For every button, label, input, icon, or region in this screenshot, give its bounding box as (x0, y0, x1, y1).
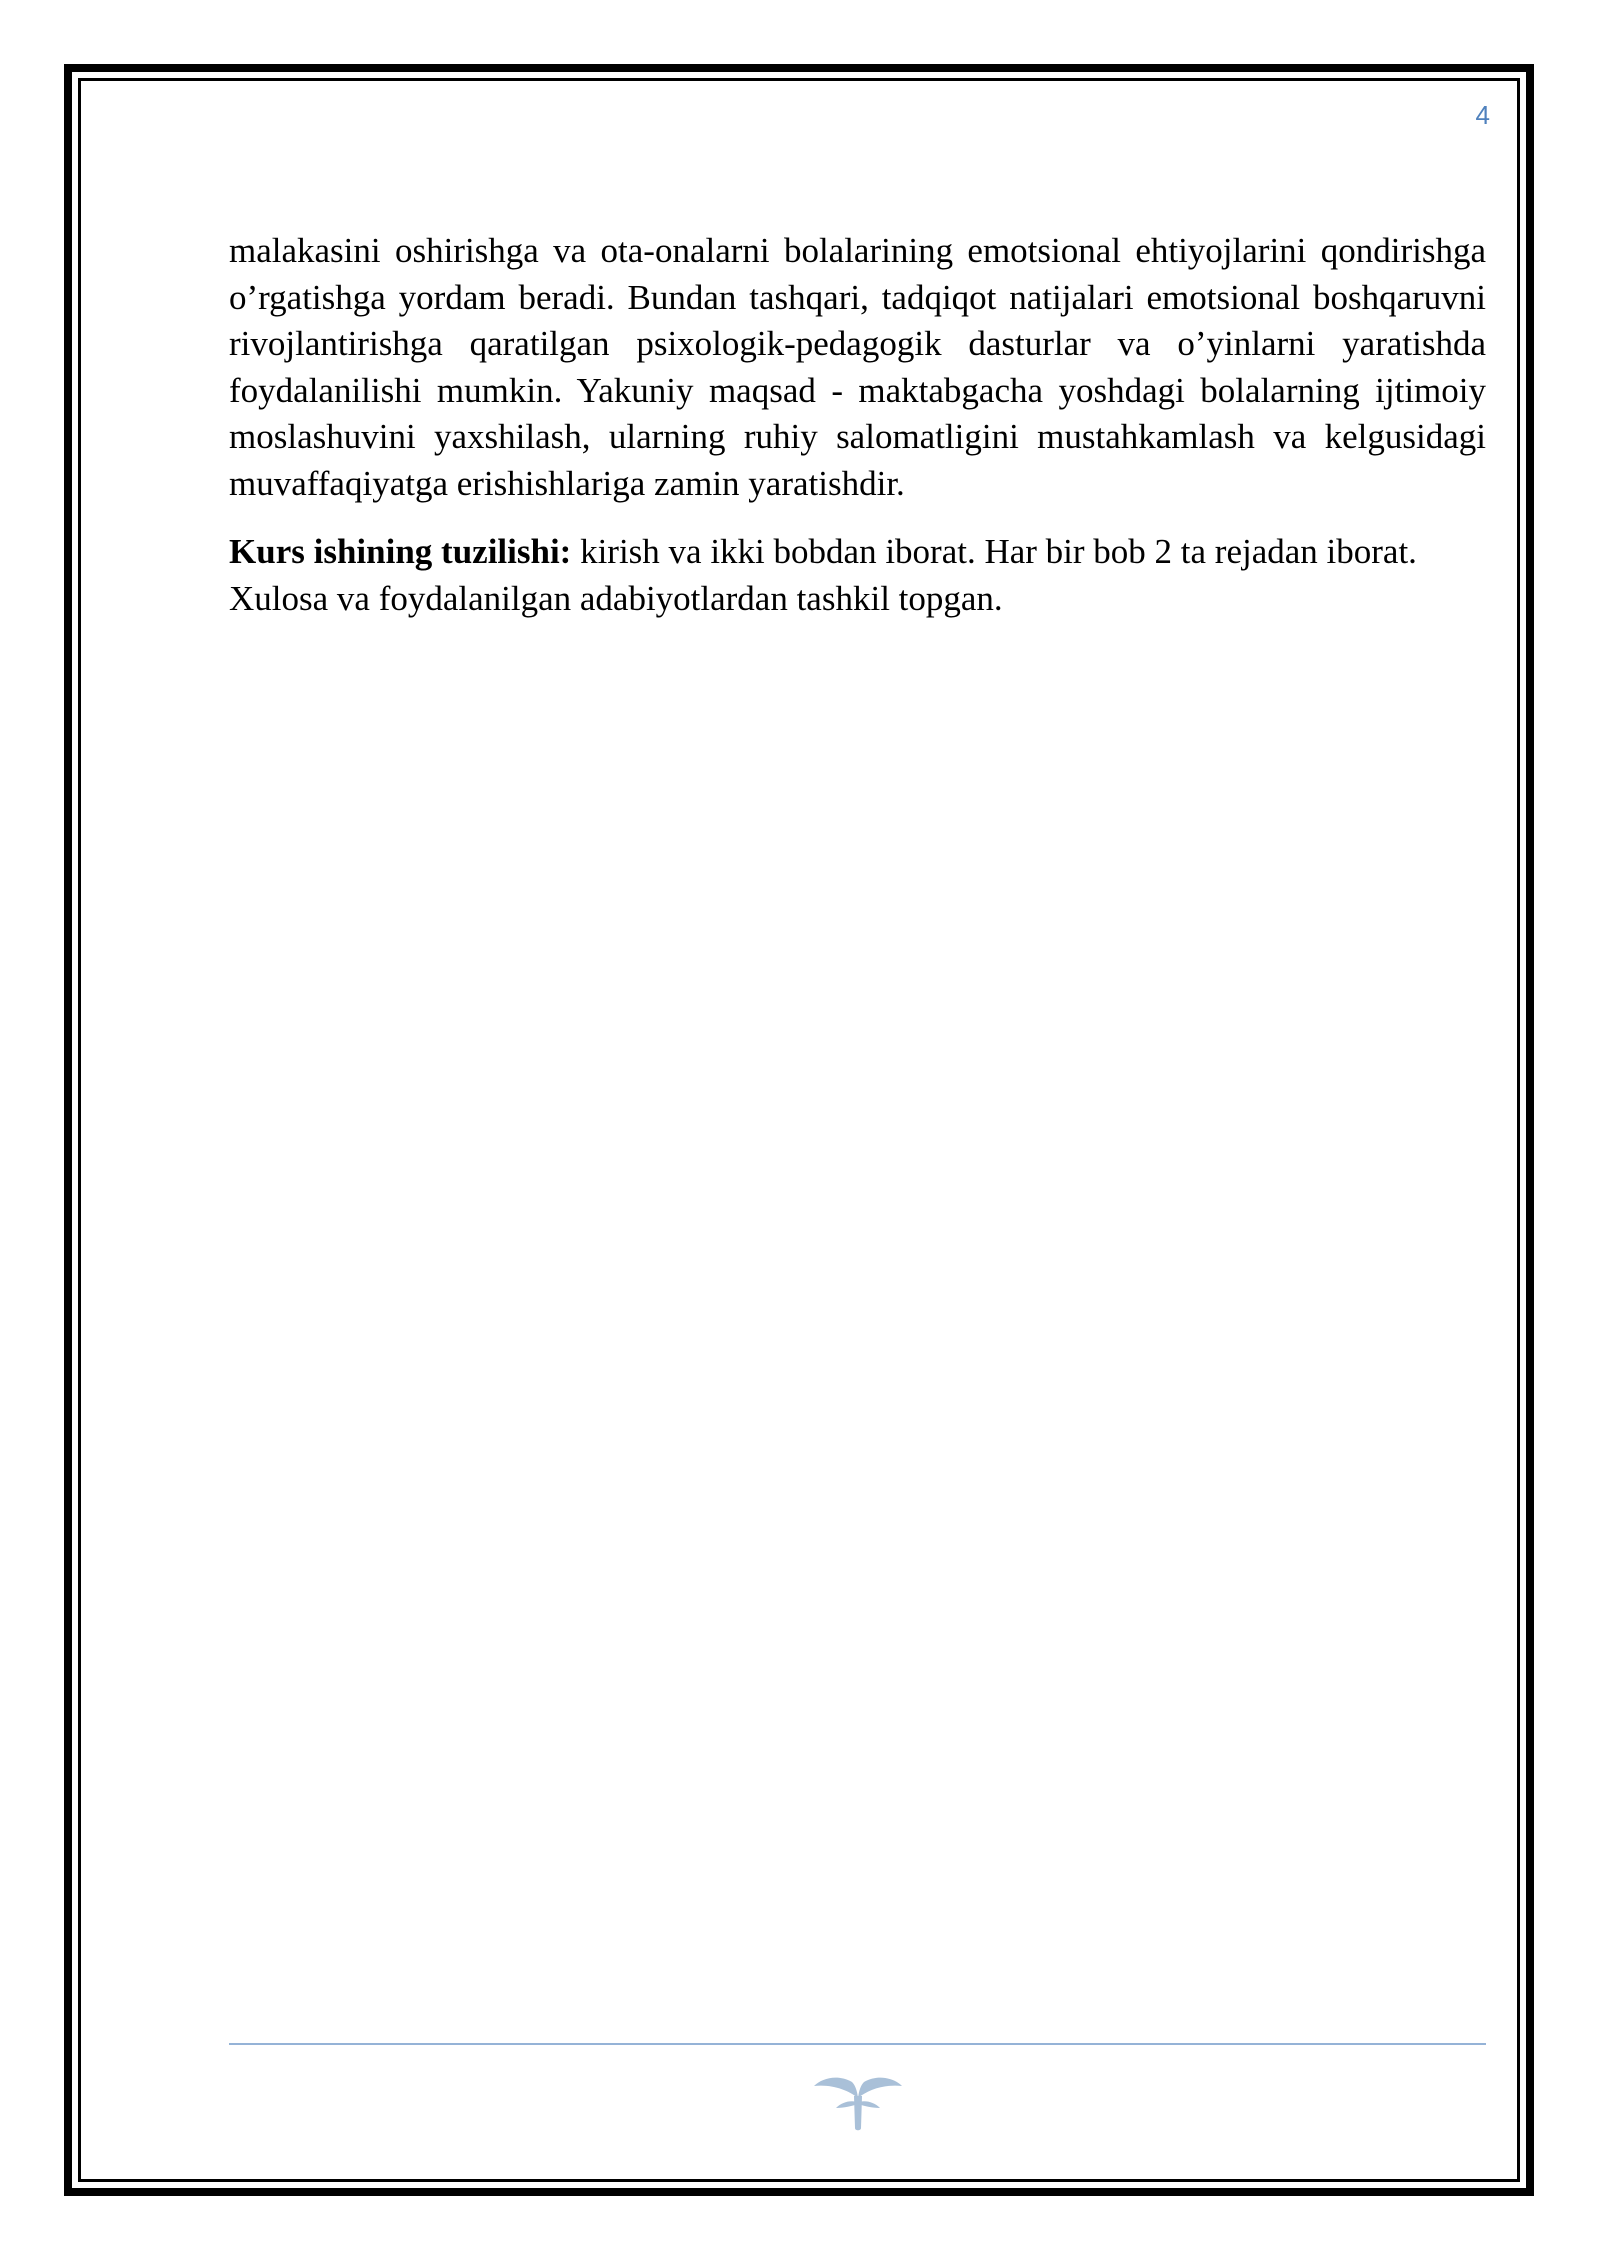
page-number: 4 (1475, 100, 1490, 130)
footer-divider (229, 2043, 1486, 2045)
structure-paragraph (229, 529, 1486, 622)
document-body (229, 228, 1486, 622)
structure-label: Kurs ishining tuzilishi: (229, 532, 572, 571)
structure-text: kirish va ikki bobdan iborat. Har bir bob 2 ta rejadan iborat. Xulosa va foydalanilgan adabiyotlardan tashkil topgan. (229, 532, 1417, 618)
floral-ornament-icon (808, 2068, 908, 2134)
body-paragraph: malakasini oshirishga va ota-onalarni bolalarining emotsional ehtiyojlarini qondirishga o’rgatishga yordam beradi. Bundan tashqari, tadqiqot natijalari emotsional boshqaruvni rivojlantirishga qaratilgan psixologik-pedagogik dasturlar va o’yinlarni yaratishda foydalanilishi mumkin. Yakuniy maqsad - maktabgacha yoshdagi bolalarning ijtimoiy moslashuvini yaxshilash, ularning ruhiy salomatligini mustahkamlash va kelgusidagi muvaffaqiyatga erishishlariga zamin yaratishdir. (229, 231, 1486, 503)
